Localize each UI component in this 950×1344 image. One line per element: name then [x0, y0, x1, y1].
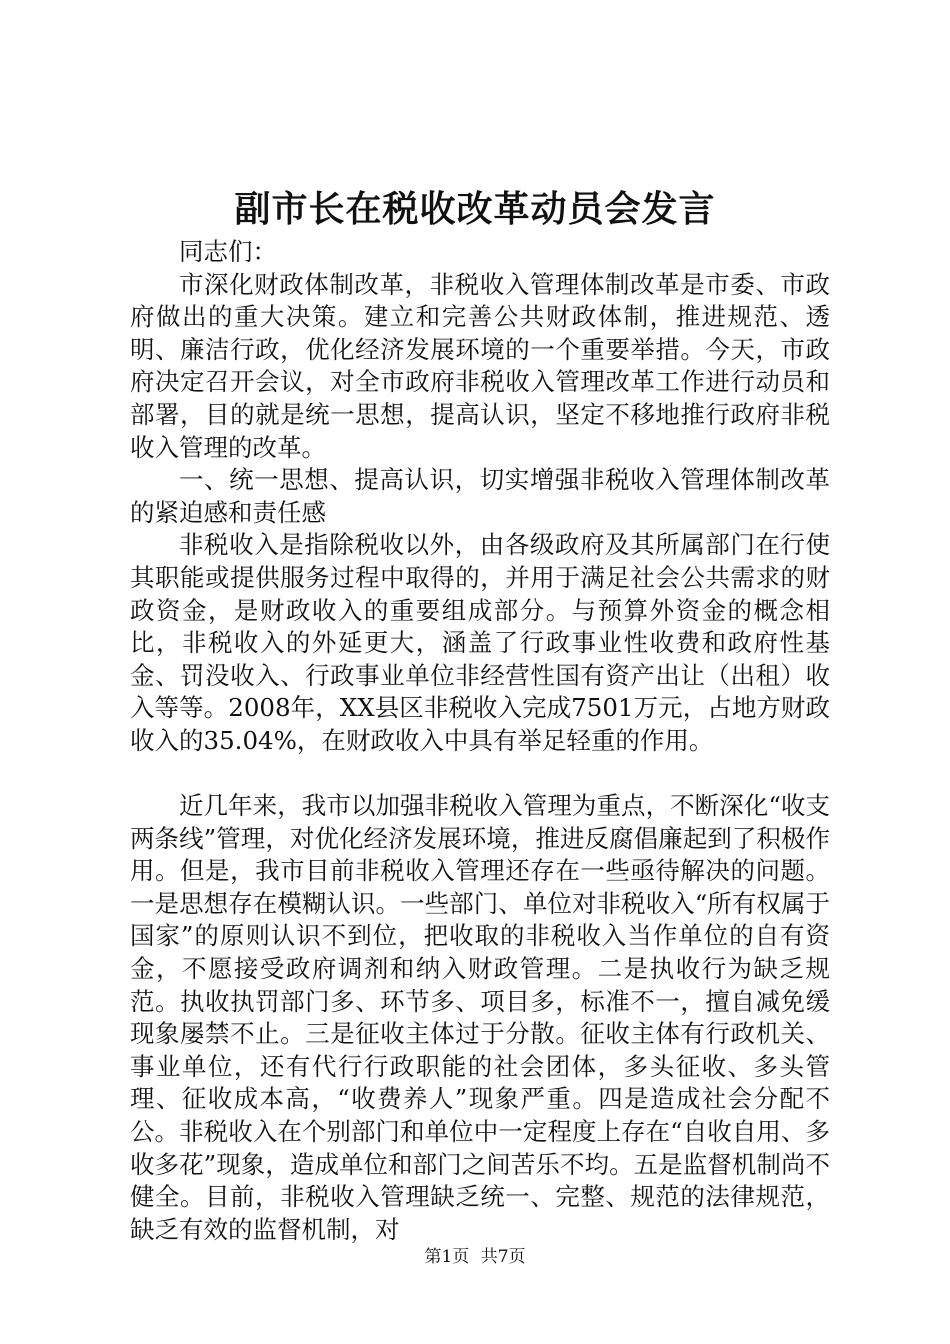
- document-body: [130, 236, 830, 1246]
- paragraph-problems: 近几年来，我市以加强非税收入管理为重点，不断深化“收支两条线”管理，对优化经济发展环境，推进反腐倡廉起到了积极作用。但是，我市目前非税收入管理还存在一些亟待解决的问题。一是思想存在模糊认识。一些部门、单位对非税收入“所有权属于国家”的原则认识不到位，把收取的非税收入当作单位的自有资金，不愿接受政府调剂和纳入财政管理。二是执收行为缺乏规范。执收执罚部门多、环节多、项目多，标准不一，擅自减免缓现象屡禁不止。三是征收主体过于分散。征收主体有行政机关、事业单位，还有代行行政职能的社会团体，多头征收、多头管理、征收成本高，“收费养人”现象严重。四是造成社会分配不公。非税收入在个别部门和单位中一定程度上存在“自收自用、多收多花”现象，造成单位和部门之间苦乐不均。五是监督机制尚不健全。目前，非税收入管理缺乏统一、完整、规范的法律规范，缺乏有效的监督机制，对: [130, 791, 830, 1244]
- greeting: 同志们：: [179, 237, 277, 266]
- page-footer: [0, 1246, 950, 1268]
- paragraph-definition: 非税收入是指除税收以外，由各级政府及其所属部门在行使其职能或提供服务过程中取得的，并用于满足社会公共需求的财政资金，是财政收入的重要组成部分。与预算外资金的概念相比，非税收入的外延更大，涵盖了行政事业性收费和政府性基金、罚没收入、行政事业单位非经营性国有资产出让（出租）收入等等。2008年，XX县区非税收入完成7501万元，占地方财政收入的35.04%，在财政收入中具有举足轻重的作用。: [130, 530, 830, 755]
- page-number: 第1页: [424, 1247, 470, 1267]
- paragraph-spacer: [130, 758, 830, 791]
- paragraph-intro: 市深化财政体制改革，非税收入管理体制改革是市委、市政府做出的重大决策。建立和完善公共财政体制，推进规范、透明、廉洁行政，优化经济发展环境的一个重要举措。今天，市政府决定召开会议，对全市政府非税收入管理改革工作进行动员和部署，目的就是统一思想，提高认识，坚定不移地推行政府非税收入管理的改革。: [130, 269, 830, 462]
- document-title: 副市长在税收改革动员会发言: [234, 188, 716, 230]
- section-heading-1: 一、统一思想、提高认识，切实增强非税收入管理体制改革的紧迫感和责任感: [130, 465, 830, 527]
- page-total: 共7页: [480, 1247, 526, 1267]
